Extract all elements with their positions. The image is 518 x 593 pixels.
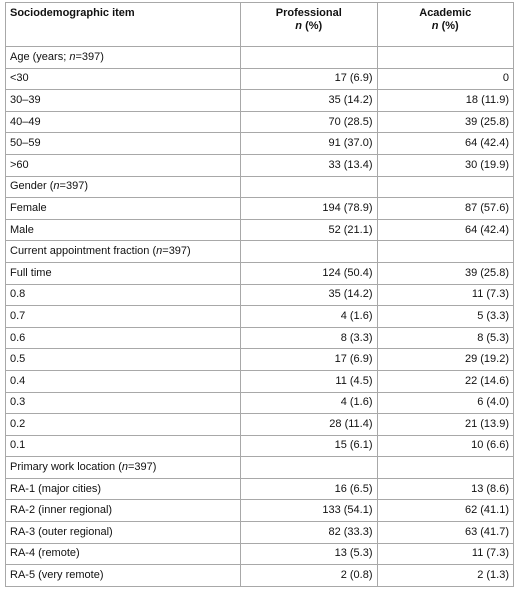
section-header-row	[6, 241, 514, 263]
header-academic-pct: (%)	[438, 20, 459, 32]
row-academic-value: 63 (41.7)	[377, 522, 514, 544]
row-professional-value: 15 (6.1)	[241, 435, 378, 457]
header-professional	[241, 3, 378, 47]
row-academic-value: 6 (4.0)	[377, 392, 514, 414]
row-professional-value: 28 (11.4)	[241, 414, 378, 436]
section-title	[6, 241, 241, 263]
section-academic-empty	[377, 457, 514, 479]
row-academic-value: 2 (1.3)	[377, 565, 514, 587]
row-label: >60	[6, 154, 241, 176]
table-row	[6, 198, 514, 220]
row-academic-value: 64 (42.4)	[377, 219, 514, 241]
header-professional-pct: (%)	[302, 20, 323, 32]
header-academic-unit	[382, 20, 510, 33]
section-title-n: n	[69, 50, 76, 63]
row-label: 50–59	[6, 133, 241, 155]
section-professional-empty	[241, 176, 378, 198]
table-row	[6, 500, 514, 522]
row-label: 0.7	[6, 306, 241, 328]
section-professional-empty	[241, 47, 378, 69]
section-academic-empty	[377, 176, 514, 198]
table-row	[6, 370, 514, 392]
row-academic-value: 29 (19.2)	[377, 349, 514, 371]
sociodemographic-table	[5, 2, 514, 587]
table-row	[6, 565, 514, 587]
row-professional-value: 17 (6.9)	[241, 68, 378, 90]
row-academic-value: 39 (25.8)	[377, 262, 514, 284]
row-label: 0.5	[6, 349, 241, 371]
row-academic-value: 13 (8.6)	[377, 478, 514, 500]
row-professional-value: 4 (1.6)	[241, 392, 378, 414]
header-professional-unit	[245, 20, 373, 33]
section-title-post: =397)	[127, 461, 157, 474]
table-row	[6, 349, 514, 371]
row-academic-value: 64 (42.4)	[377, 133, 514, 155]
row-label: 0.1	[6, 435, 241, 457]
header-row	[6, 3, 514, 47]
row-label: RA-2 (inner regional)	[6, 500, 241, 522]
row-professional-value: 133 (54.1)	[241, 500, 378, 522]
table-row	[6, 435, 514, 457]
row-academic-value: 18 (11.9)	[377, 90, 514, 112]
header-item-label: Sociodemographic item	[10, 7, 135, 19]
row-academic-value: 30 (19.9)	[377, 154, 514, 176]
row-label: RA-5 (very remote)	[6, 565, 241, 587]
header-item	[6, 3, 241, 47]
section-header-row	[6, 457, 514, 479]
row-professional-value: 52 (21.1)	[241, 219, 378, 241]
header-academic-label: Academic	[419, 7, 472, 19]
row-professional-value: 194 (78.9)	[241, 198, 378, 220]
table-row	[6, 522, 514, 544]
section-title-pre: Primary work location (	[10, 461, 122, 474]
section-title-n: n	[53, 180, 60, 193]
section-title-pre: Age (years;	[10, 50, 70, 63]
row-academic-value: 21 (13.9)	[377, 414, 514, 436]
table-row	[6, 284, 514, 306]
section-title-post: =397)	[162, 245, 191, 258]
row-academic-value: 39 (25.8)	[377, 111, 514, 133]
section-header-row	[6, 47, 514, 69]
row-label: 40–49	[6, 111, 241, 133]
row-academic-value: 11 (7.3)	[377, 284, 514, 306]
header-academic	[377, 3, 514, 47]
row-professional-value: 4 (1.6)	[241, 306, 378, 328]
table-row	[6, 478, 514, 500]
row-professional-value: 82 (33.3)	[241, 522, 378, 544]
section-title-n: n	[156, 245, 163, 258]
section-title	[6, 176, 241, 198]
table-row	[6, 219, 514, 241]
table-row	[6, 262, 514, 284]
row-label: RA-4 (remote)	[6, 543, 241, 565]
row-academic-value: 10 (6.6)	[377, 435, 514, 457]
section-title-post: =397)	[59, 180, 88, 193]
section-professional-empty	[241, 457, 378, 479]
row-professional-value: 17 (6.9)	[241, 349, 378, 371]
row-professional-value: 16 (6.5)	[241, 478, 378, 500]
header-professional-n: n	[295, 20, 303, 32]
row-professional-value: 35 (14.2)	[241, 90, 378, 112]
table-row	[6, 392, 514, 414]
table-row	[6, 414, 514, 436]
row-professional-value: 91 (37.0)	[241, 133, 378, 155]
row-professional-value: 70 (28.5)	[241, 111, 378, 133]
section-professional-empty	[241, 241, 378, 263]
row-professional-value: 33 (13.4)	[241, 154, 378, 176]
section-academic-empty	[377, 241, 514, 263]
section-title-pre: Current appointment fraction (	[10, 245, 157, 258]
table-row	[6, 543, 514, 565]
row-academic-value: 62 (41.1)	[377, 500, 514, 522]
row-academic-value: 11 (7.3)	[377, 543, 514, 565]
table-row	[6, 68, 514, 90]
header-academic-n: n	[431, 20, 439, 32]
row-label: Female	[6, 198, 241, 220]
section-header-row	[6, 176, 514, 198]
row-label: 0.8	[6, 284, 241, 306]
row-label: 0.6	[6, 327, 241, 349]
row-academic-value: 0	[377, 68, 514, 90]
table-row	[6, 133, 514, 155]
row-academic-value: 22 (14.6)	[377, 370, 514, 392]
row-professional-value: 35 (14.2)	[241, 284, 378, 306]
table-row	[6, 306, 514, 328]
row-label: <30	[6, 68, 241, 90]
row-professional-value: 11 (4.5)	[241, 370, 378, 392]
row-label: 30–39	[6, 90, 241, 112]
table-row	[6, 154, 514, 176]
section-academic-empty	[377, 47, 514, 69]
row-label: 0.4	[6, 370, 241, 392]
row-academic-value: 5 (3.3)	[377, 306, 514, 328]
row-professional-value: 8 (3.3)	[241, 327, 378, 349]
section-title	[6, 457, 241, 479]
row-label: 0.3	[6, 392, 241, 414]
row-professional-value: 13 (5.3)	[241, 543, 378, 565]
row-academic-value: 8 (5.3)	[377, 327, 514, 349]
table-row	[6, 111, 514, 133]
row-label: RA-1 (major cities)	[6, 478, 241, 500]
table-row	[6, 90, 514, 112]
table-header	[6, 3, 514, 47]
row-label: 0.2	[6, 414, 241, 436]
row-academic-value: 87 (57.6)	[377, 198, 514, 220]
row-label: Full time	[6, 262, 241, 284]
section-title-n: n	[121, 461, 128, 474]
row-label: Male	[6, 219, 241, 241]
table-body	[6, 47, 514, 587]
section-title-pre: Gender (	[10, 180, 54, 193]
row-professional-value: 124 (50.4)	[241, 262, 378, 284]
section-title-post: =397)	[75, 50, 104, 63]
row-professional-value: 2 (0.8)	[241, 565, 378, 587]
section-title	[6, 47, 241, 69]
row-label: RA-3 (outer regional)	[6, 522, 241, 544]
table-row	[6, 327, 514, 349]
header-professional-label: Professional	[275, 7, 342, 19]
